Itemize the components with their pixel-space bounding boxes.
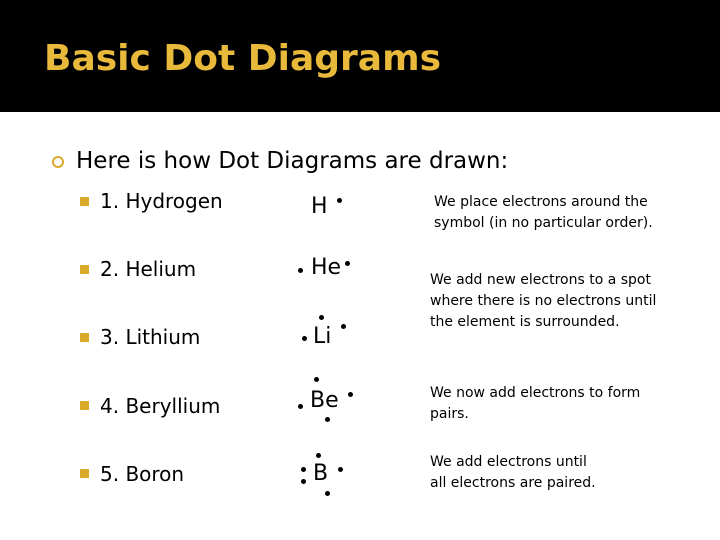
electron-dot (301, 479, 306, 484)
electron-dot (316, 453, 321, 458)
electron-dot (301, 467, 306, 472)
square-bullet-icon (80, 401, 89, 410)
note-beryllium: We now add electrons to form pairs. (430, 385, 641, 422)
note-helium-lithium: We add new electrons to a spot where there is no electrons until the element is surrounded. (430, 272, 657, 330)
slide-title: Basic Dot Diagrams (44, 38, 442, 79)
electron-dot (325, 491, 330, 496)
electron-dot (298, 404, 303, 409)
square-bullet-icon (80, 197, 89, 206)
item-helium: 2. Helium (100, 257, 197, 281)
electron-dot (338, 467, 343, 472)
square-bullet-icon (80, 469, 89, 478)
electron-dot (337, 198, 342, 203)
item-beryllium: 4. Beryllium (100, 394, 221, 418)
electron-dot (348, 392, 353, 397)
electron-dot (319, 315, 324, 320)
main-bullet-text: Here is how Dot Diagrams are drawn: (76, 148, 509, 174)
electron-dot (302, 336, 307, 341)
title-bar (0, 0, 720, 112)
square-bullet-icon (80, 265, 89, 274)
note-boron: We add electrons until all electrons are paired. (430, 454, 596, 491)
item-lithium: 3. Lithium (100, 325, 201, 349)
note-hydrogen: We place electrons around the symbol (in no particular order). (434, 194, 653, 231)
electron-dot (345, 261, 350, 266)
ring-bullet-icon (52, 156, 64, 168)
electron-dot (314, 377, 319, 382)
element-symbol: H (311, 194, 328, 219)
element-symbol: Li (313, 324, 332, 349)
square-bullet-icon (80, 333, 89, 342)
electron-dot (341, 324, 346, 329)
element-symbol: He (311, 255, 342, 280)
item-boron: 5. Boron (100, 462, 185, 486)
element-symbol: Be (310, 388, 339, 413)
electron-dot (325, 417, 330, 422)
element-symbol: B (313, 461, 329, 486)
electron-dot (298, 268, 303, 273)
item-hydrogen: 1. Hydrogen (100, 189, 223, 213)
